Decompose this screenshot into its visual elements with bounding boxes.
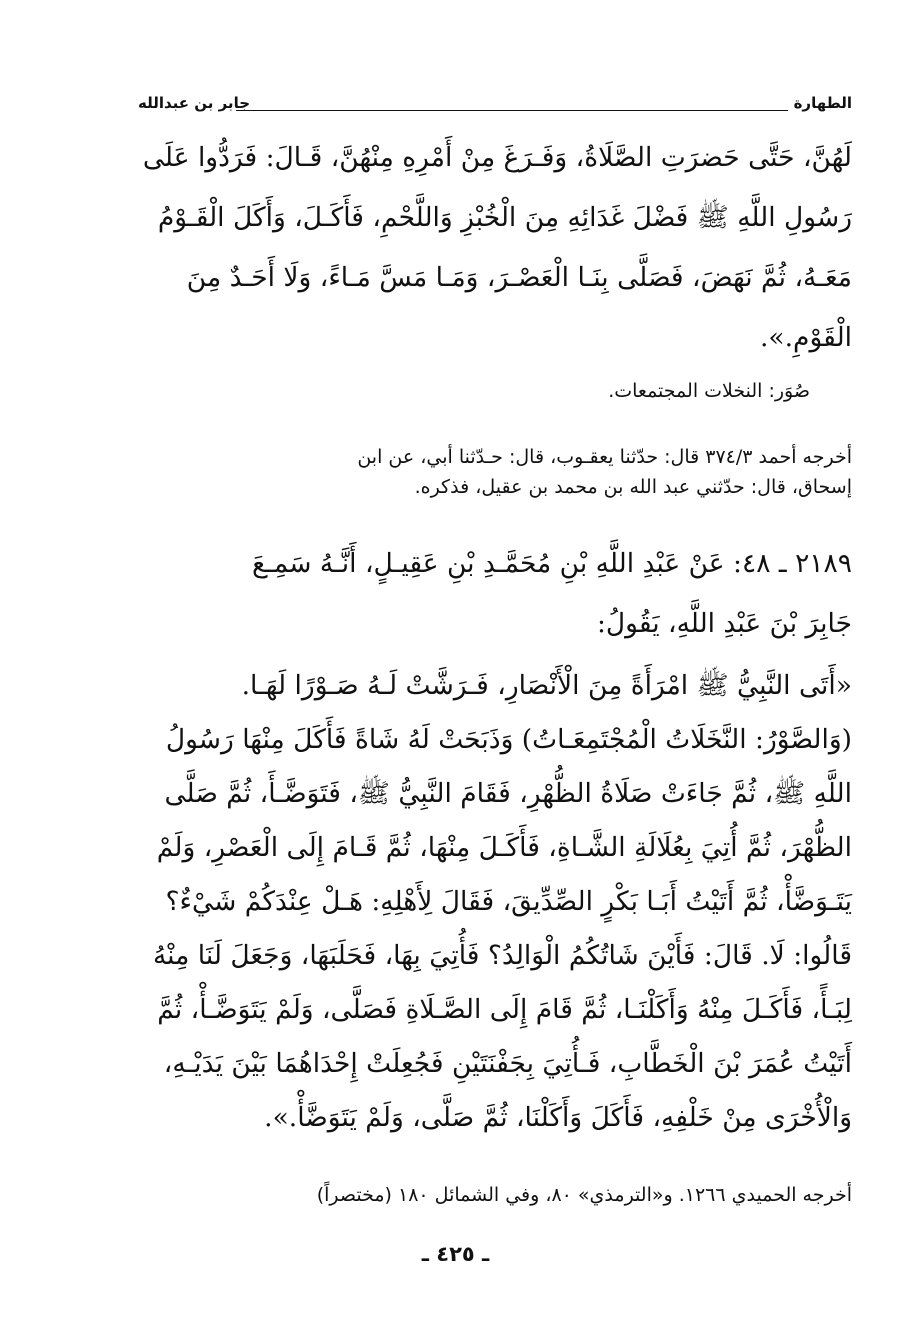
header-rule bbox=[236, 110, 788, 111]
text-line: لَهُنَّ، حَتَّى حَضرَتِ الصَّلَاةُ، وَفَـرَغَ مِنْ أَمْرِهِ مِنْهُنَّ، قَـالَ: فَرَدُّوا عَلَى bbox=[142, 142, 852, 173]
text-line: الظُّهْرَ، ثُمَّ أُتِيَ بِعُلَالَةِ الشَّـاةِ، فَأَكَـلَ مِنْهَا، ثُمَّ قَـامَ إِلَى الْعَصْرِ، وَلَمْ bbox=[156, 832, 852, 863]
hadith-continuation bbox=[138, 128, 852, 368]
text-line: جَابِرَ بْنَ عَبْدِ اللَّهِ، يَقُولُ: bbox=[596, 608, 852, 639]
text-line: رَسُولِ اللَّهِ ﷺ فَضْلَ غَدَائِهِ مِنَ الْخُبْزِ وَاللَّحْمِ، فَأَكَـلَ، وَأَكَلَ الْقَـوْمُ bbox=[157, 202, 852, 233]
hadith-text bbox=[138, 659, 852, 1145]
text-line: الْقَوْمِ.». bbox=[760, 322, 852, 353]
text-line: وَالْأُخْرَى مِنْ خَلْفِهِ، فَأَكَلَ وَأَكَلْنَا، ثُمَّ صَلَّى، وَلَمْ يَتَوَضَّأْ.». bbox=[264, 1102, 852, 1133]
gloss-note bbox=[138, 376, 810, 406]
takhrij-note bbox=[138, 1180, 852, 1210]
text-line: «أَتَى النَّبِيُّ ﷺ امْرَأَةً مِنَ الْأَنْصَارِ، فَـرَشَّتْ لَـهُ صَـوْرًا لَهَـا. bbox=[241, 670, 852, 701]
page-number: ـ ٤٢٥ ـ bbox=[421, 1242, 490, 1266]
text-line: يَتَـوَضَّأْ، ثُمَّ أَتَيْتُ أَبَـا بَكْرٍ الصِّدِّيقَ، فَقَالَ لِأَهْلِهِ: هَـلْ عِنْدَكُمْ شَيْءٌ؟ bbox=[165, 886, 852, 917]
text-line: صُوَر: النخلات المجتمعات. bbox=[608, 380, 810, 402]
text-line: (وَالصَّوْرُ: النَّخَلَاتُ الْمُجْتَمِعَـاتُ) وَذَبَحَتْ لَهُ شَاةً فَأَكَلَ مِنْهَا رَسُولُ bbox=[165, 724, 852, 755]
running-header bbox=[138, 92, 852, 118]
author-title: جابر بن عبدالله bbox=[138, 94, 251, 112]
text-line: أخرجه أحمد ٣٧٤/٣ قال: حدّثنا يعقـوب، قال: حـدّثنا أبي، عن ابن bbox=[357, 446, 852, 468]
section-title: الطهارة bbox=[793, 94, 852, 112]
text-line: أخرجه الحميدي ١٢٦٦. و«الترمذي» ٨٠، وفي الشمائل ١٨٠ (مختصراً) bbox=[316, 1184, 852, 1206]
takhrij-note bbox=[138, 442, 852, 502]
text-line: قَالُوا: لَا. قَالَ: فَأَيْنَ شَاتُكُمُ الْوَالِدُ؟ فَأُتِيَ بِهَا، فَحَلَبَهَا، وَجَعَلَ لَنَا مِنْهُ bbox=[152, 940, 852, 971]
text-line: اللَّهِ ﷺ، ثُمَّ جَاءَتْ صَلَاةُ الظُّهْرِ، فَقَامَ النَّبِيُّ ﷺ، فَتَوَضَّـأَ، ثُمَّ صَلَّى bbox=[164, 778, 852, 809]
text-line: أَتَيْتُ عُمَرَ بْنَ الْخَطَّابِ، فَـأُتِيَ بِجَفْنَتَيْنِ فَجُعِلَتْ إِحْدَاهُمَا بَيْنَ يَدَيْـهِ، bbox=[163, 1048, 852, 1079]
text-line: لِبَـأً، فَأَكَـلَ مِنْهُ وَأَكَلْنَـا، ثُمَّ قَامَ إِلَى الصَّـلَاةِ فَصَلَّى، وَلَمْ يَتَوَضَّـأْ، ثُمَّ bbox=[157, 994, 852, 1025]
text-line: مَعَـهُ، ثُمَّ نَهَضَ، فَصَلَّى بِنَـا الْعَصْـرَ، وَمَـا مَسَّ مَـاءً، وَلَا أَحَـدٌ مِنَ bbox=[186, 262, 852, 293]
text-line: ٢١٨٩ ـ ٤٨: عَنْ عَبْدِ اللَّهِ بْنِ مُحَمَّـدِ بْنِ عَقِيـلٍ، أَنَّـهُ سَمِـعَ bbox=[252, 548, 852, 579]
hadith-heading bbox=[138, 534, 852, 654]
text-line: إسحاق، قال: حدّثني عبد الله بن محمد بن عقيل، فذكره. bbox=[414, 476, 852, 498]
